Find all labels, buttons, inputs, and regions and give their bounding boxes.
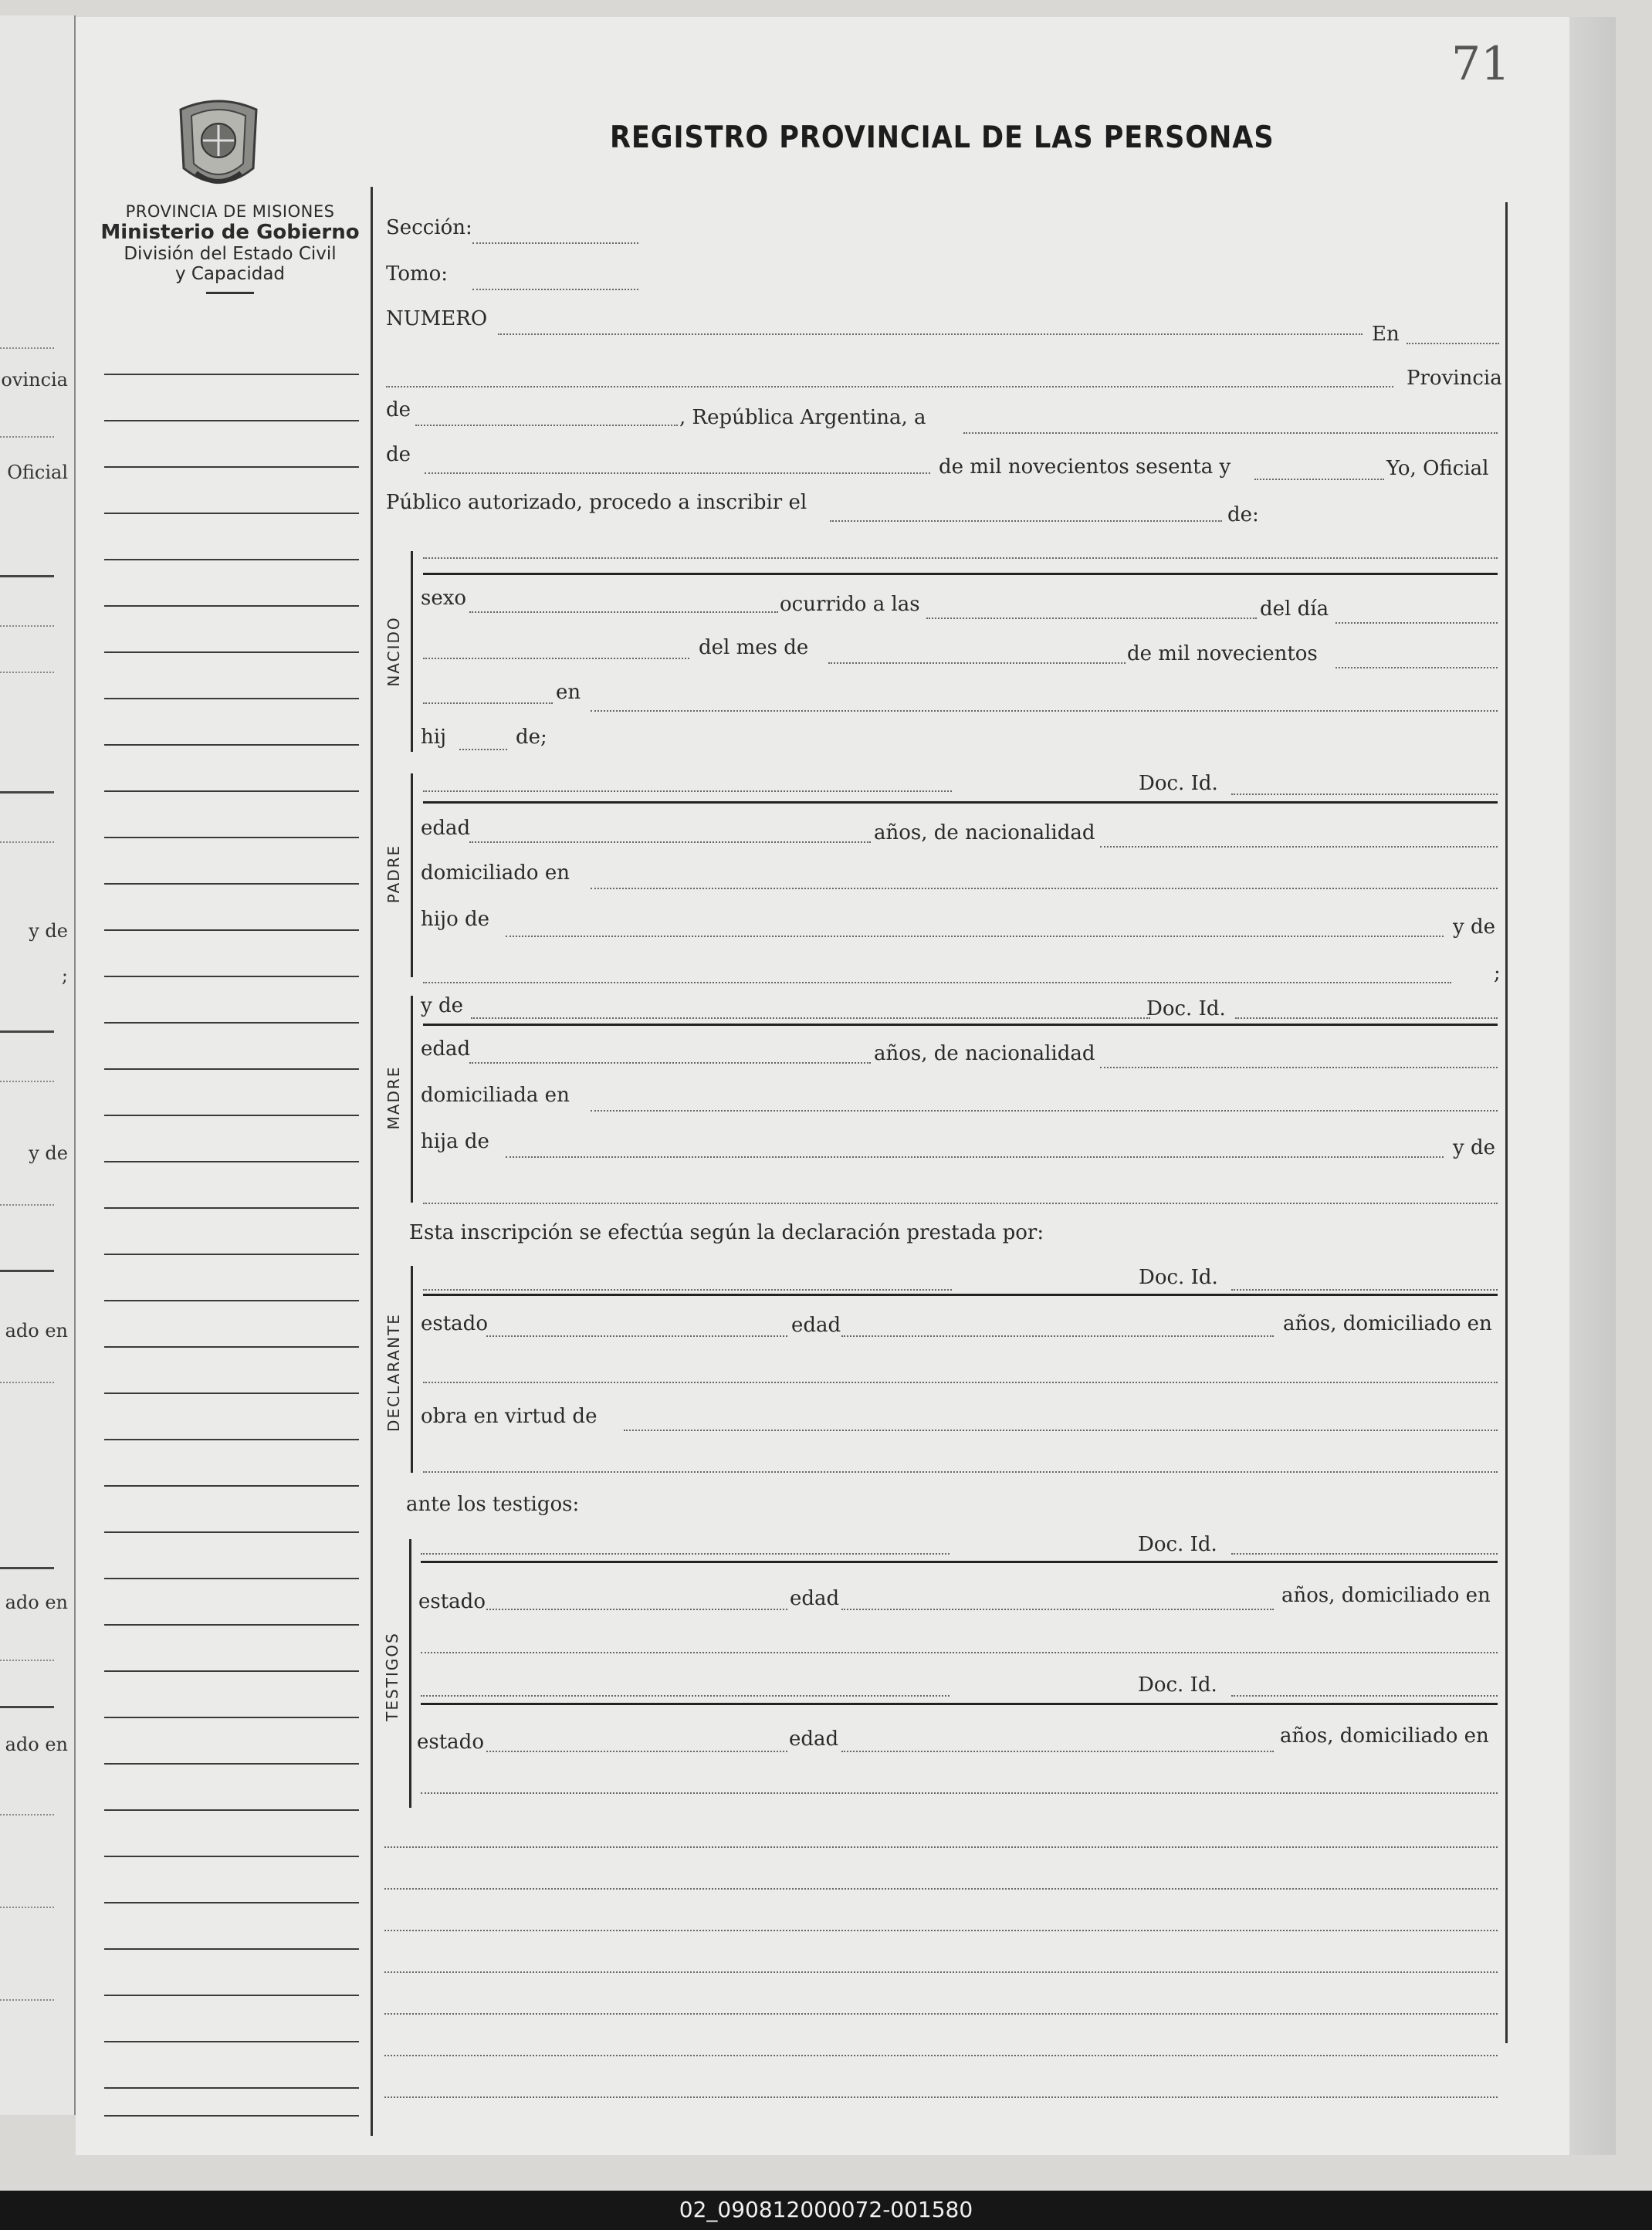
label-yo-oficial: Yo, Oficial: [1386, 457, 1489, 480]
page-stack-edge: [1569, 17, 1616, 2155]
declarante-extra-field[interactable]: [423, 1471, 1498, 1473]
year-field[interactable]: [1254, 479, 1384, 480]
madre-madre-field[interactable]: [423, 1203, 1498, 1204]
padre-edad-field[interactable]: [469, 841, 871, 843]
label-declarante-estado: estado: [421, 1312, 488, 1335]
label-mil-novecientos: de mil novecientos: [1127, 642, 1318, 665]
label-testigo2-doc: Doc. Id.: [1138, 1673, 1217, 1697]
declarante-domicilio-field[interactable]: [423, 1382, 1498, 1383]
seccion-field[interactable]: [472, 242, 638, 244]
madre-section-label: MADRE: [384, 1065, 403, 1130]
nacido-name-dotted[interactable]: [423, 557, 1498, 559]
lugar-field[interactable]: [423, 702, 553, 704]
province-name-field[interactable]: [415, 425, 678, 426]
label-testigo2-edad: edad: [789, 1727, 839, 1751]
madre-nacionalidad-field[interactable]: [1100, 1067, 1498, 1068]
month-field[interactable]: [425, 472, 930, 474]
label-padre-y-de: y de: [1453, 915, 1495, 939]
padre-nacionalidad-field[interactable]: [1100, 846, 1498, 848]
label-padre-doc: Doc. Id.: [1139, 772, 1218, 795]
label-publico-autorizado: Público autorizado, procedo a inscribir el: [386, 491, 807, 514]
lugar-detalle-field[interactable]: [591, 710, 1498, 712]
testigo1-domicilio-field[interactable]: [421, 1652, 1498, 1653]
testigo1-doc-field[interactable]: [1231, 1553, 1498, 1555]
testigos-bracket: [409, 1539, 411, 1808]
dia-field[interactable]: [1335, 622, 1498, 624]
label-en-nacido: en: [556, 681, 581, 704]
label-testigo1-estado: estado: [418, 1590, 486, 1613]
anio-field[interactable]: [1335, 667, 1498, 668]
label-en: En: [1372, 323, 1400, 346]
sexo-field[interactable]: [469, 611, 778, 613]
prev-fragment: y de: [29, 920, 68, 942]
numero-field[interactable]: [498, 333, 1363, 335]
madre-domicilio-field[interactable]: [591, 1110, 1498, 1112]
label-sexo: sexo: [421, 587, 467, 610]
provincial-seal-icon: [173, 93, 264, 198]
label-padre-nacionalidad: años, de nacionalidad: [874, 821, 1095, 844]
padre-doc-field[interactable]: [1231, 794, 1498, 795]
prev-fragment: y de: [29, 1142, 68, 1164]
label-provincia: Provincia: [1407, 367, 1502, 390]
prev-fragment: ado en: [5, 1592, 68, 1613]
en-field[interactable]: [1407, 343, 1499, 344]
label-del-dia: del día: [1260, 597, 1329, 621]
label-hij: hij: [421, 726, 447, 749]
prev-fragment: ;: [61, 965, 68, 986]
label-madre-nacionalidad: años, de nacionalidad: [874, 1042, 1095, 1065]
prev-fragment: ado en: [5, 1734, 68, 1755]
label-madre-edad: edad: [421, 1037, 471, 1061]
issuer-block: [99, 202, 361, 294]
label-numero: NUMERO: [386, 307, 488, 330]
prev-fragment: ado en: [5, 1320, 68, 1342]
testigos-section-label: TESTIGOS: [383, 1632, 401, 1721]
label-testigo1-doc: Doc. Id.: [1138, 1533, 1217, 1556]
label-declarante-domicilio: años, domiciliado en: [1283, 1312, 1492, 1335]
testigo1-estado-field[interactable]: [486, 1609, 787, 1610]
label-declarante-obra: obra en virtud de: [421, 1405, 597, 1428]
previous-page-edge: [0, 15, 76, 2115]
page-number: 71: [1451, 37, 1511, 91]
declarante-estado-field[interactable]: [486, 1335, 787, 1337]
issuer-ministry: Ministerio de Gobierno: [100, 221, 360, 244]
padre-name-line: [423, 801, 1498, 804]
testigo2-name-line: [421, 1703, 1498, 1705]
madre-edad-field[interactable]: [469, 1062, 871, 1064]
declarante-edad-field[interactable]: [841, 1335, 1274, 1337]
padre-section-label: PADRE: [384, 844, 403, 904]
padre-bracket: [411, 773, 413, 977]
hij-suffix-field[interactable]: [459, 749, 507, 750]
testigo1-name-line: [421, 1561, 1498, 1563]
issuer-province: PROVINCIA DE MISIONES: [125, 202, 335, 221]
label-declarante-doc: Doc. Id.: [1139, 1266, 1218, 1289]
label-madre-doc: Doc. Id.: [1146, 997, 1226, 1020]
testigo1-name-dotted[interactable]: [421, 1553, 950, 1555]
label-seccion: Sección:: [386, 216, 472, 239]
declarante-doc-field[interactable]: [1231, 1289, 1498, 1291]
label-declarante-edad: edad: [791, 1314, 841, 1337]
label-madre-domicilio: domiciliada en: [421, 1084, 570, 1107]
testigo1-edad-field[interactable]: [841, 1609, 1274, 1610]
label-tomo: Tomo:: [386, 262, 449, 286]
testigo2-domicilio-field[interactable]: [421, 1792, 1498, 1794]
madre-hija-de-field[interactable]: [506, 1156, 1444, 1158]
nacido-name-line: [423, 573, 1498, 575]
nacido-section-label: NACIDO: [384, 616, 403, 687]
prev-fragment: Oficial: [7, 462, 68, 483]
label-ocurrido: ocurrido a las: [780, 593, 920, 616]
padre-madre-field[interactable]: [423, 982, 1451, 983]
prev-fragment: ovincia: [1, 369, 68, 391]
label-de-3: de:: [1227, 503, 1259, 526]
margin-divider: [371, 187, 373, 2136]
tomo-field[interactable]: [472, 289, 638, 290]
scan-id-bar: [0, 2191, 1652, 2230]
label-de-2: de: [386, 443, 411, 466]
madre-doc-field[interactable]: [1235, 1017, 1498, 1019]
issuer-division: División del Estado Civil: [124, 244, 337, 264]
declarante-obra-field[interactable]: [624, 1430, 1498, 1431]
label-mil-novecientos-sesenta: de mil novecientos sesenta y: [939, 455, 1231, 479]
declarante-name-line: [423, 1294, 1498, 1296]
hora-field[interactable]: [926, 618, 1257, 619]
label-de-1: de: [386, 398, 411, 421]
testigos-intro: ante los testigos:: [406, 1493, 580, 1516]
mes-field[interactable]: [828, 662, 1126, 664]
madre-name-line: [423, 1024, 1498, 1026]
label-madre-hija-de: hija de: [421, 1130, 489, 1153]
register-page: [76, 17, 1569, 2155]
declarante-bracket: [411, 1266, 413, 1473]
day-field[interactable]: [963, 432, 1498, 434]
madre-name-dotted[interactable]: [471, 1017, 1150, 1019]
label-del-mes: del mes de: [699, 636, 809, 659]
padre-domicilio-field[interactable]: [591, 888, 1498, 889]
place-field[interactable]: [386, 386, 1393, 387]
label-testigo1-edad: edad: [790, 1587, 840, 1610]
testigo2-estado-field[interactable]: [486, 1751, 787, 1752]
declaracion-statement: Esta inscripción se efectúa según la declaración prestada por:: [409, 1221, 1044, 1244]
label-de-nacido: de;: [516, 726, 547, 749]
label-testigo1-domicilio: años, domiciliado en: [1281, 1584, 1491, 1607]
label-padre-semicolon: ;: [1494, 962, 1501, 985]
label-padre-hijo-de: hijo de: [421, 908, 490, 931]
page-title: REGISTRO PROVINCIAL DE LAS PERSONAS: [610, 120, 1275, 155]
label-testigo2-estado: estado: [417, 1731, 484, 1754]
label-republica: , República Argentina, a: [679, 406, 926, 429]
label-testigo2-domicilio: años, domiciliado en: [1280, 1724, 1489, 1748]
issuer-capacity: y Capacidad: [174, 264, 286, 284]
label-padre-edad: edad: [421, 817, 471, 840]
scan-id: 02_090812000072-001580: [679, 2197, 973, 2222]
label-padre-domicilio: domiciliado en: [421, 861, 570, 885]
declarante-section-label: DECLARANTE: [384, 1313, 403, 1432]
testigo2-name-dotted[interactable]: [421, 1695, 950, 1697]
dia-letras-field[interactable]: [423, 658, 689, 659]
label-madre-y-de-2: y de: [1453, 1136, 1495, 1159]
label-madre-y-de: y de: [421, 994, 463, 1017]
acta-type-field[interactable]: [830, 520, 1222, 522]
declarante-name-dotted[interactable]: [423, 1289, 952, 1291]
testigo2-doc-field[interactable]: [1231, 1695, 1498, 1697]
nacido-bracket: [411, 551, 413, 752]
padre-name-dotted[interactable]: [423, 790, 952, 792]
padre-hijo-de-field[interactable]: [506, 936, 1444, 937]
testigo2-edad-field[interactable]: [841, 1751, 1274, 1752]
madre-bracket: [411, 996, 413, 1203]
form-right-border: [1505, 202, 1508, 2043]
